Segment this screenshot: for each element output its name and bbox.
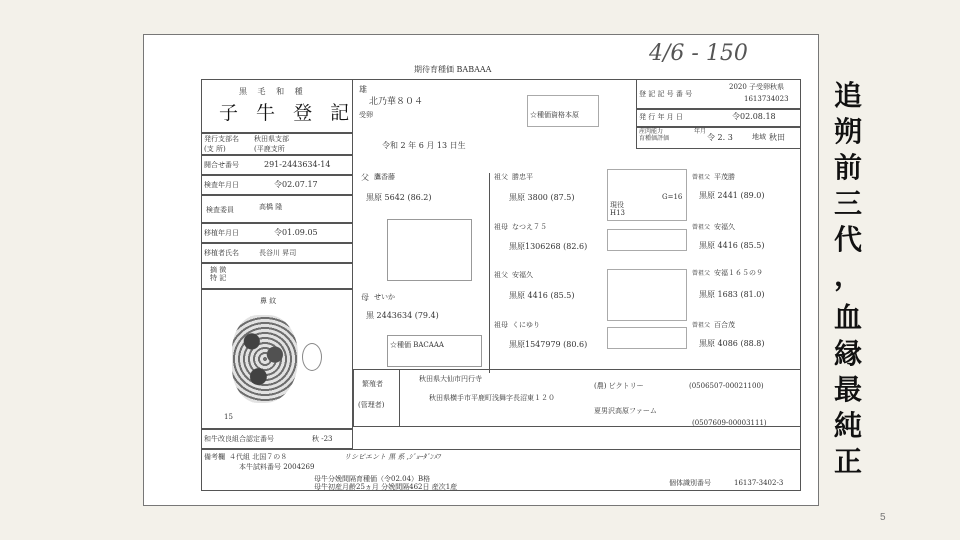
dam-badge: ☆種価 BACAAA (390, 341, 444, 349)
breeder-label-2: (管理者) (358, 401, 385, 409)
sire-name: 鷹香藤 (374, 173, 395, 181)
doc-top-label: 期待育種価 BABAAA (414, 65, 492, 74)
breed-label: 黒 毛 和 種 (239, 87, 307, 96)
assoc-value: 秋 -23 (312, 435, 333, 443)
seal-stamp (302, 343, 322, 371)
breeder-code-2: (0507609-00003111) (692, 419, 767, 427)
aw-value: 291-2443634-14 (264, 160, 331, 169)
gg1-name: 平茂勝 (714, 173, 735, 181)
g-box-4 (607, 327, 687, 349)
sex: 雄 (359, 85, 367, 94)
caption-char: 朔 (833, 115, 862, 148)
breeder-label-1: 繁殖者 (362, 380, 383, 388)
sire-photo-box (387, 219, 472, 281)
branch-label: 発行支部名 (204, 135, 239, 143)
caption-char: ， (833, 259, 862, 292)
calf-badge: ☆種価資格本原 (530, 111, 579, 119)
breeder-owner-2: 夏男沢高原ファーム (594, 407, 657, 415)
gg1-reg: 黒原 2441 (89.0) (699, 191, 765, 200)
remark-3: 母牛分娩間隔育種価（令02.04）B格 (314, 475, 431, 483)
g1-reg: 黒原 3800 (87.5) (509, 193, 575, 202)
gg1-label: 曾祖父 (692, 174, 711, 181)
area-label: 地域 (752, 133, 766, 141)
registration-certificate (143, 34, 819, 506)
branch-label-2: (支 所) (204, 145, 226, 153)
inspector-value: 高橋 隆 (259, 203, 283, 211)
id-value: 16137-3402-3 (734, 479, 784, 487)
branch-value: 秋田県支部 (254, 135, 289, 143)
g1-name: 勝忠平 (512, 173, 533, 181)
caption-char: 前 (833, 151, 862, 184)
ability-year: 年月 (694, 128, 707, 135)
doc-title: 子 牛 登 記 (219, 102, 356, 124)
features-label: 摘 徴 特 記 (210, 266, 227, 283)
dam-badge-box (387, 335, 482, 367)
gg4-label: 曾祖父 (692, 322, 711, 329)
caption-char: 縁 (833, 337, 862, 370)
breeder-addr-1: 秋田県大仙市円行寺 (419, 375, 482, 383)
gg2-name: 安福久 (714, 223, 735, 231)
mover-label: 移植者氏名 (204, 249, 239, 257)
gg2-reg: 黒原 4416 (85.5) (699, 241, 765, 250)
caption-char: 最 (833, 373, 862, 406)
caption-char: 正 (833, 445, 862, 478)
gg2-label: 曾祖父 (692, 224, 711, 231)
remark-1: ４代組 北国７の８ (229, 453, 288, 461)
gg3-name: 安福１６５の９ (714, 269, 763, 277)
page-number: 5 (880, 512, 886, 523)
reg-value-1: 2020 子受卵秋県 (729, 83, 785, 91)
inspect-date-value: 令02.07.17 (274, 180, 318, 189)
nose-print-number: 15 (224, 413, 233, 421)
dam-name: せいか (374, 293, 395, 301)
dam-label: 母 (361, 293, 369, 302)
g-note-2: 現役 H13 (610, 201, 626, 218)
gg4-name: 百合茂 (714, 321, 735, 329)
g2-label: 祖母 (494, 223, 508, 231)
breeder-divider (399, 369, 400, 427)
g3-label: 祖父 (494, 271, 508, 279)
assoc-label: 和牛改良組合認定番号 (204, 435, 274, 443)
sire-label: 父 (361, 173, 369, 182)
ability-value: 令 2. 3 (707, 133, 733, 142)
hand-note: リシピエント 黒 系 ,ｼﾞｮｰﾀﾞﾝﾒﾌ (344, 453, 441, 461)
remark-4: 母牛初産月齢25ヵ月 分娩間隔462日 産次1産 (314, 483, 458, 491)
calf-status: 受卵 (359, 111, 373, 119)
caption-char: 血 (833, 301, 862, 334)
calf-name: 北乃華８０４ (369, 97, 424, 107)
pedigree-line (489, 173, 490, 373)
breeder-code-1: (0506507-00021100) (689, 382, 764, 390)
gg3-label: 曾祖父 (692, 270, 711, 277)
g4-name: くにゆり (512, 321, 540, 329)
move-date-value: 令01.09.05 (274, 228, 318, 237)
reg-label: 登 記 記 号 番 号 (639, 90, 693, 98)
issue-value: 令02.08.18 (732, 112, 776, 121)
dam-reg: 黒 2443634 (79.4) (366, 311, 439, 320)
ability-label: 産肉能力 育種価評価 (639, 128, 670, 142)
g-box-3 (607, 269, 687, 321)
move-date-label: 移植年月日 (204, 229, 239, 237)
g4-reg: 黒原1547979 (80.6) (509, 340, 588, 349)
issue-label: 発 行 年 月 日 (639, 113, 683, 121)
g2-name: なつえ７５ (512, 223, 547, 231)
g2-reg: 黒原1306268 (82.6) (509, 242, 588, 251)
g-box-2 (607, 229, 687, 251)
inspector-label: 検査委員 (206, 206, 234, 214)
mover-value: 長谷川 昇司 (259, 249, 297, 257)
g1-label: 祖父 (494, 173, 508, 181)
breeder-owner-1: (農) ビクトリー (594, 382, 644, 390)
aw-label: 闘合せ番号 (204, 161, 239, 169)
caption-char: 三 (833, 187, 862, 220)
g3-name: 安福久 (512, 271, 533, 279)
remarks-label: 備考欄 (204, 453, 225, 461)
area-value: 秋田 (769, 133, 785, 142)
nose-print-image (232, 315, 298, 403)
gg3-reg: 黒原 1683 (81.0) (699, 290, 765, 299)
caption-char: 追 (833, 79, 862, 112)
breeder-addr-2: 秋田県横手市平鹿町浅舞字長沼東１２０ (429, 394, 555, 402)
nose-print-label: 鼻 紋 (260, 297, 277, 305)
reg-value-2: 1613734023 (744, 95, 789, 103)
birth-date: 令和 2 年 6 月 13 日生 (382, 141, 466, 150)
g4-label: 祖母 (494, 321, 508, 329)
inspect-date-label: 検査年月日 (204, 181, 239, 189)
branch-value-2: (平鹿支所 (254, 145, 285, 153)
gg4-reg: 黒原 4086 (88.8) (699, 339, 765, 348)
vertical-caption (828, 78, 868, 480)
sire-reg: 黒原 5642 (86.2) (366, 193, 432, 202)
id-label: 個体識別番号 (669, 479, 711, 487)
caption-char: 純 (833, 409, 862, 442)
remark-2: 本牛試料番号 2004269 (239, 463, 315, 471)
caption-char: 代 (833, 223, 862, 256)
g3-reg: 黒原 4416 (85.5) (509, 291, 575, 300)
g-note: G=16 (662, 193, 683, 201)
handwritten-number: 4/6 - 150 (649, 41, 748, 66)
